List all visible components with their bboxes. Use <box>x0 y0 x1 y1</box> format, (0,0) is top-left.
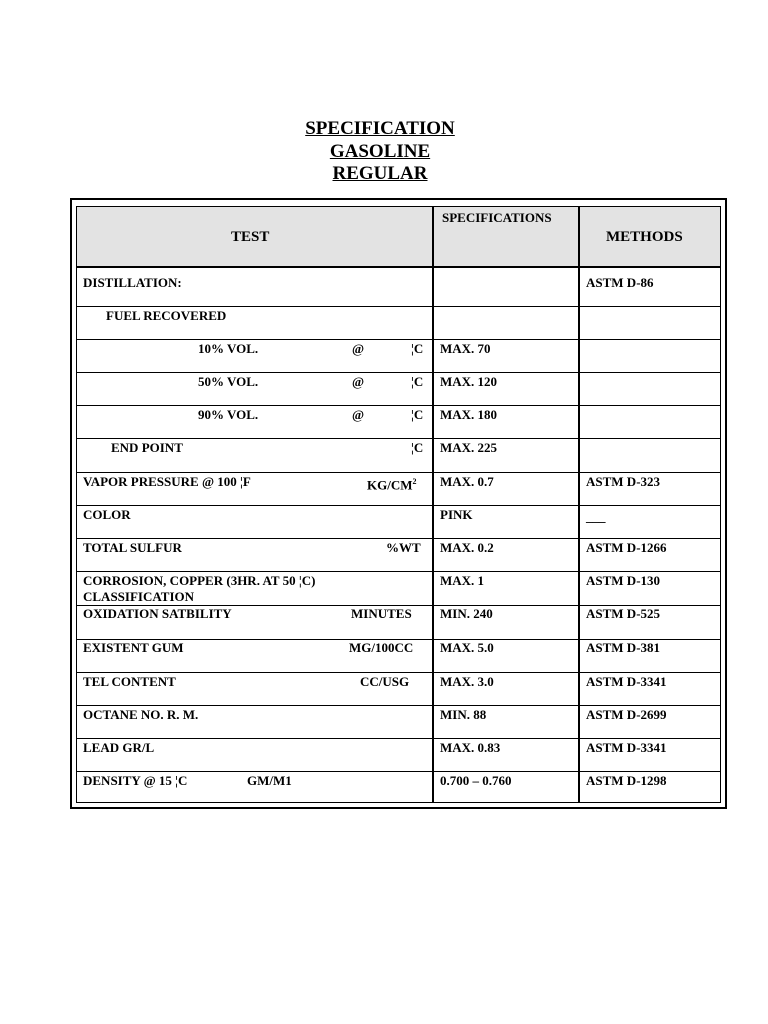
title-line-3: REGULAR <box>332 163 428 184</box>
test-method: ASTM D-130 <box>586 573 661 588</box>
test-name: 90% VOL. <box>198 407 259 422</box>
test-spec: MAX. 3.0 <box>440 674 494 689</box>
header-specifications: SPECIFICATIONS <box>442 210 552 225</box>
spec-table <box>76 206 721 803</box>
test-name: FUEL RECOVERED <box>106 308 227 323</box>
test-unit: CC/USG <box>360 674 410 689</box>
test-name: TEL CONTENT <box>83 674 176 689</box>
test-spec: MAX. 70 <box>440 341 491 356</box>
test-method: ASTM D-525 <box>586 606 661 621</box>
row-divider <box>77 538 720 539</box>
test-method: ASTM D-1266 <box>586 540 667 555</box>
title-line-1: SPECIFICATION <box>305 118 455 139</box>
test-unit: MG/100CC <box>349 640 414 655</box>
test-method: ___ <box>586 509 606 524</box>
test-name: DENSITY @ 15 ¦C <box>83 773 188 788</box>
test-name: 50% VOL. <box>198 374 259 389</box>
test-name: VAPOR PRESSURE @ 100 ¦F <box>83 474 251 489</box>
header-methods: METHODS <box>606 229 683 245</box>
test-unit: ¦C <box>411 341 424 356</box>
row-divider <box>77 472 720 473</box>
test-spec: 0.700 – 0.760 <box>440 773 512 788</box>
test-name: END POINT <box>111 440 183 455</box>
row-divider <box>77 372 720 373</box>
test-spec: MAX. 225 <box>440 440 498 455</box>
test-method: ASTM D-3341 <box>586 740 667 755</box>
test-name: COLOR <box>83 507 131 522</box>
test-unit: %WT <box>386 540 421 555</box>
test-spec: MAX. 1 <box>440 573 485 588</box>
test-name: DISTILLATION: <box>83 275 182 290</box>
at-symbol: @ <box>352 407 365 422</box>
test-unit <box>367 474 417 492</box>
header-test: TEST <box>231 229 270 245</box>
at-symbol: @ <box>352 341 365 356</box>
row-divider <box>77 705 720 706</box>
test-name: OXIDATION SATBILITY <box>83 606 232 621</box>
test-unit: ¦C <box>411 440 424 455</box>
row-divider <box>77 405 720 406</box>
test-spec: MIN. 88 <box>440 707 487 722</box>
unit-superscript: 2 <box>412 477 417 486</box>
row-divider <box>77 571 720 572</box>
row-divider <box>77 306 720 307</box>
test-spec: MAX. 180 <box>440 407 498 422</box>
test-unit: GM/M1 <box>247 773 292 788</box>
test-name: TOTAL SULFUR <box>83 540 182 555</box>
row-divider <box>77 738 720 739</box>
row-divider <box>77 339 720 340</box>
test-spec: MAX. 5.0 <box>440 640 494 655</box>
test-name: CORROSION, COPPER (3HR. AT 50 ¦C) <box>83 573 316 588</box>
at-symbol: @ <box>352 374 365 389</box>
row-divider <box>77 672 720 673</box>
header-rule <box>77 266 720 268</box>
test-spec: PINK <box>440 507 473 522</box>
test-method: ASTM D-381 <box>586 640 661 655</box>
test-unit: ¦C <box>411 407 424 422</box>
test-spec: MAX. 0.2 <box>440 540 494 555</box>
title-line-2: GASOLINE <box>329 140 431 162</box>
row-divider <box>77 505 720 506</box>
test-name-line-2: CLASSIFICATION <box>83 589 195 604</box>
test-unit: ¦C <box>411 374 424 389</box>
test-unit: MINUTES <box>351 606 412 621</box>
test-name: EXISTENT GUM <box>83 640 184 655</box>
row-divider <box>77 438 720 439</box>
test-name: 10% VOL. <box>198 341 259 356</box>
unit-text: KG/CM <box>367 477 413 493</box>
test-method: ASTM D-1298 <box>586 773 667 788</box>
document-title <box>0 118 760 186</box>
test-method: ASTM D-3341 <box>586 674 667 689</box>
row-divider <box>77 771 720 772</box>
test-method: ASTM D-323 <box>586 474 661 489</box>
test-spec: MAX. 120 <box>440 374 498 389</box>
test-method: ASTM D-86 <box>586 275 654 290</box>
test-spec: MIN. 240 <box>440 606 493 621</box>
test-name: OCTANE NO. R. M. <box>83 707 199 722</box>
test-method: ASTM D-2699 <box>586 707 667 722</box>
spec-table-outer-frame <box>70 198 727 809</box>
test-spec: MAX. 0.7 <box>440 474 494 489</box>
test-spec: MAX. 0.83 <box>440 740 501 755</box>
test-name: LEAD GR/L <box>83 740 155 755</box>
